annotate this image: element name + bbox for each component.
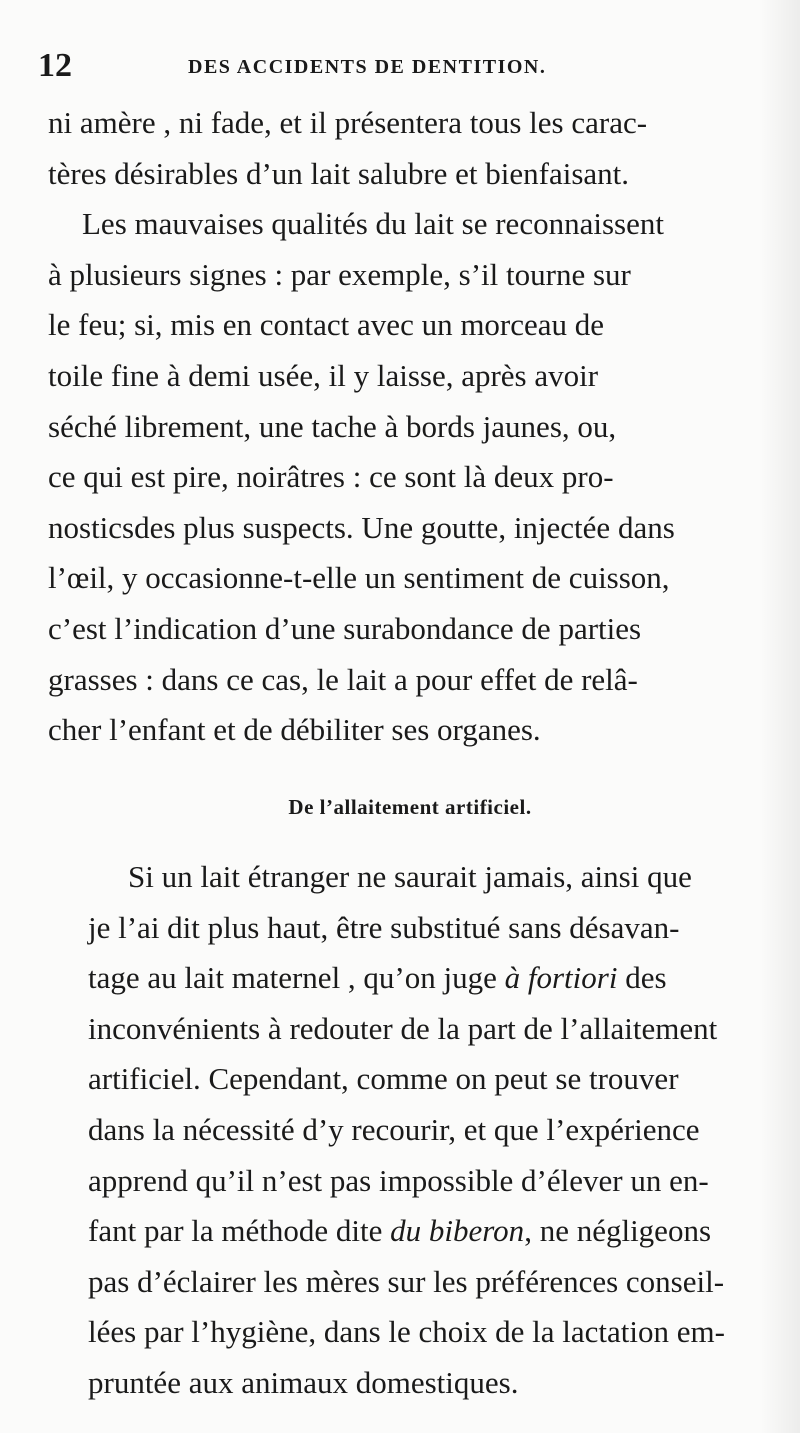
text-line: séché librement, une tache à bords jaunes, ou, (48, 408, 617, 444)
text-span: des (617, 960, 667, 996)
page-number: 12 (38, 47, 72, 84)
text-line: dans la nécessité d’y recourir, et que l’expérience (88, 1111, 700, 1147)
text-line (48, 953, 764, 1004)
text-line: inconvénients à redouter de la part de l’allaitement (88, 1010, 718, 1046)
text-line: grasses : dans ce cas, le lait a pour effet de relâ- (48, 661, 638, 697)
text-line: ni amère , ni fade, et il présentera tous les carac- (48, 105, 648, 140)
paragraph-continued (48, 98, 764, 199)
section-heading: De l’allaitement artificiel. (288, 795, 532, 819)
italic-phrase: à fortiori (504, 960, 618, 996)
text-span: fant par la méthode dite (88, 1213, 391, 1249)
text-line: apprend qu’il n’est pas impossible d’élever un en- (88, 1162, 709, 1198)
text-line: toile fine à demi usée, il y laisse, après avoir (48, 357, 599, 393)
text-line: Les mauvaises qualités du lait se reconnaissent (82, 206, 664, 242)
text-span: tage au lait maternel , qu’on juge (88, 960, 505, 996)
paragraph-milk-qualities (48, 199, 764, 756)
text-line: pruntée aux animaux domestiques. (88, 1364, 519, 1400)
page-gutter-shadow (760, 0, 800, 1433)
italic-phrase: du biberon (390, 1213, 525, 1249)
running-title: DES ACCIDENTS DE DENTITION. (188, 56, 547, 78)
text-line: pas d’éclairer les mères sur les préférences conseil- (88, 1263, 725, 1299)
text-line: l’œil, y occasionne-t-elle un sentiment de cuisson, (48, 560, 670, 596)
text-line: c’est l’indication d’une surabondance de parties (48, 610, 642, 646)
text-line: cher l’enfant et de débiliter ses organes. (48, 712, 541, 748)
text-line: lées par l’hygiène, dans le choix de la lactation em- (88, 1314, 725, 1350)
text-line: Si un lait étranger ne saurait jamais, ainsi que (128, 859, 692, 894)
body-text-bottom (48, 852, 764, 1409)
text-line: à plusieurs signes : par exemple, s’il tourne sur (48, 256, 631, 292)
text-line: tères désirables d’un lait salubre et bienfaisant. (48, 155, 630, 191)
body-text-top (48, 98, 764, 756)
text-line: nosticsdes plus suspects. Une goutte, injectée dans (48, 509, 675, 545)
text-span: , ne négligeons (524, 1213, 712, 1249)
page-header (38, 46, 758, 86)
text-line: artificiel. Cependant, comme on peut se trouver (88, 1061, 679, 1097)
text-line: ce qui est pire, noirâtres : ce sont là deux pro- (48, 459, 614, 495)
text-line: le feu; si, mis en contact avec un morceau de (48, 307, 605, 343)
paragraph-artificial-feeding (48, 852, 764, 1409)
text-line: je l’ai dit plus haut, être substitué sans désavan- (88, 909, 680, 945)
text-line (48, 1206, 764, 1257)
